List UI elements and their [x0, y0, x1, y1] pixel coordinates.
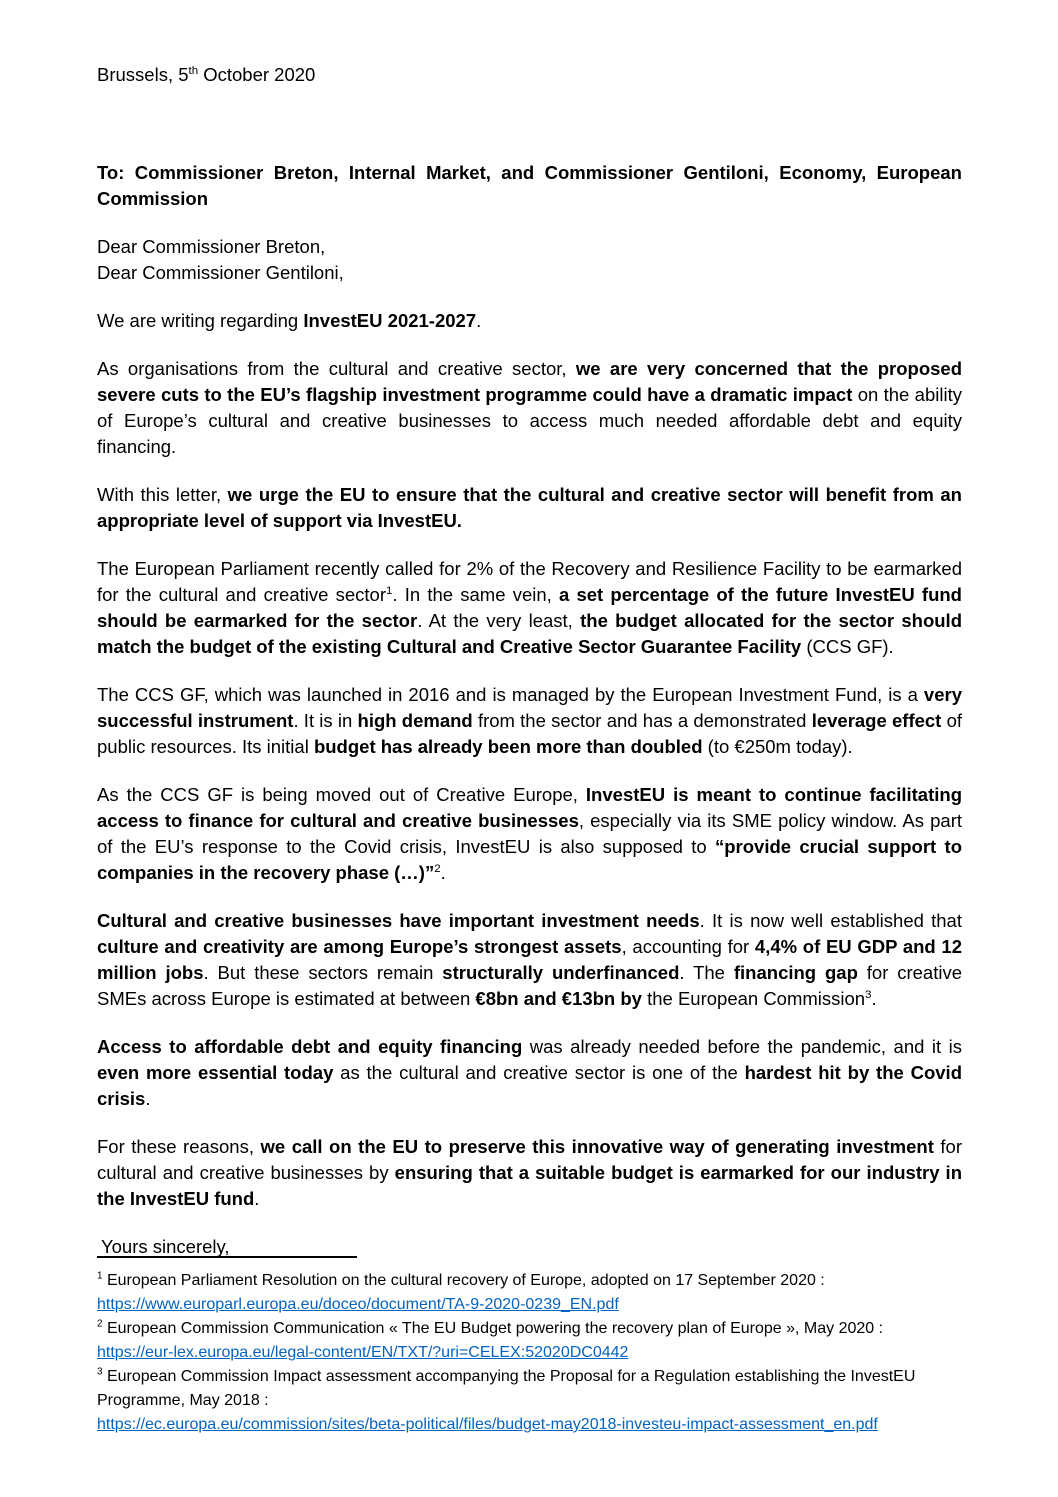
text-run: European Parliament Resolution on the cultural recovery of Europe, adopted on 17 September 2020 : — [102, 1272, 825, 1289]
text-run: . At the very least, — [417, 610, 581, 631]
salutation-gentiloni: Dear Commissioner Gentiloni, — [97, 262, 344, 283]
text-run: was already needed before the pandemic, and it is — [522, 1036, 962, 1057]
text-run: . In the same vein, — [392, 584, 559, 605]
paragraph-concern — [97, 356, 962, 460]
text-run: , accounting for — [621, 936, 755, 957]
text-run: as the cultural and creative sector is one of the — [333, 1062, 745, 1083]
text-run: European Commission Impact assessment accompanying the Proposal for a Regulation establishing the InvestEU Programme, May 2018 : — [97, 1368, 916, 1409]
salutation-breton: Dear Commissioner Breton, — [97, 236, 326, 257]
text-run: we are very concerned that the proposed severe cuts to the EU’s flagship investment programme could have a dramatic impact — [97, 358, 963, 405]
footnotes-section — [97, 1256, 962, 1437]
text-run: hardest hit by the Covid crisis — [97, 1062, 962, 1109]
text-run: the budget allocated for the sector should match the budget of the existing Cultural and Creative Sector Guarantee Facility — [97, 610, 962, 657]
text-run: October 2020 — [198, 64, 316, 85]
text-run: , especially via its SME policy window. As part of the EU’s response to the Covid crisis, InvestEU is also supposed to — [97, 810, 963, 857]
text-run: The CCS GF, which was launched in 2016 and is managed by the European Investment Fund, is a — [97, 684, 924, 705]
text-run: for cultural and creative businesses by — [97, 1136, 962, 1183]
paragraph-access-financing — [97, 1034, 962, 1112]
text-run: leverage effect — [811, 710, 942, 731]
footnote-link[interactable]: https://www.europarl.europa.eu/doceo/document/TA-9-2020-0239_EN.pdf — [97, 1296, 619, 1313]
superscript-footnote-ref: 3 — [97, 1366, 103, 1378]
text-run: We are writing regarding — [97, 310, 304, 331]
text-run: The European Parliament recently called for 2% of the Recovery and Resilience Facility to be earmarked for the cultural and creative sector — [97, 558, 962, 605]
superscript-footnote-ref: 2 — [434, 862, 441, 875]
text-run: European Commission Communication « The EU Budget powering the recovery plan of Europe », May 2020 : — [102, 1320, 884, 1337]
text-run: (to €250m today). — [702, 736, 853, 757]
text-run: the European Commission — [641, 988, 866, 1009]
text-run: from the sector and has a demonstrated — [472, 710, 812, 731]
text-run: a set percentage of the future InvestEU fund should be earmarked for the sector — [97, 584, 962, 631]
text-run: financing gap — [733, 962, 858, 983]
text-run: With this letter, — [97, 484, 228, 505]
text-run: . The — [679, 962, 734, 983]
salutation-block — [97, 234, 962, 286]
paragraph-investeu-access — [97, 782, 962, 886]
paragraph-call-to-action — [97, 1134, 962, 1212]
text-run: we urge the EU to ensure that the cultural and creative sector will benefit from an appropriate level of support via InvestEU. — [97, 484, 962, 531]
text-run: of public resources. Its initial — [97, 710, 962, 757]
text-run: For these reasons, — [97, 1136, 261, 1157]
text-run: As organisations from the cultural and creative sector, — [97, 358, 576, 379]
text-run: ensuring that a suitable budget is earmarked for our industry in the InvestEU fund — [97, 1162, 962, 1209]
text-run: €8bn and €13bn by — [475, 988, 642, 1009]
text-run: . — [440, 862, 446, 883]
superscript-footnote-ref: 3 — [865, 988, 872, 1001]
text-run: “provide crucial support to companies in the recovery phase (…)” — [97, 836, 962, 883]
text-run: on the ability of Europe’s cultural and creative businesses to access much needed affordable debt and equity financing. — [97, 384, 962, 457]
text-run: Access to affordable debt and equity financing — [97, 1036, 523, 1057]
text-run: . It is now well established that — [699, 910, 962, 931]
footnote-2 — [97, 1317, 962, 1365]
text-run: . — [476, 310, 482, 331]
footnote-link[interactable]: https://eur-lex.europa.eu/legal-content/EN/TXT/?uri=CELEX:52020DC0442 — [97, 1344, 629, 1361]
letter-body — [97, 62, 962, 1260]
text-run: . It is in — [293, 710, 358, 731]
closing-line: Yours sincerely, — [101, 1236, 230, 1257]
text-run: for creative SMEs across Europe is estimated at between — [97, 962, 963, 1009]
footnote-1 — [97, 1269, 962, 1317]
footnote-link[interactable]: https://ec.europa.eu/commission/sites/beta-political/files/budget-may2018-investeu-impact-assessment_en.pdf — [97, 1416, 878, 1433]
date-line — [97, 62, 962, 88]
text-run: . — [145, 1088, 151, 1109]
text-run: we call on the EU to preserve this innovative way of generating investment — [260, 1136, 934, 1157]
paragraph-investment-needs — [97, 908, 962, 1012]
superscript-footnote-ref: 2 — [97, 1318, 103, 1330]
text-run: structurally underfinanced — [442, 962, 680, 983]
text-run: very successful instrument — [97, 684, 962, 731]
superscript-footnote-ref: 1 — [385, 584, 393, 597]
superscript-footnote-ref: th — [188, 64, 199, 77]
text-run: As the CCS GF is being moved out of Creative Europe, — [97, 784, 586, 805]
footnote-separator — [97, 1256, 357, 1258]
text-run: . — [871, 988, 877, 1009]
recipient-line: To: Commissioner Breton, Internal Market, and Commissioner Gentiloni, Economy, European Commission — [97, 162, 962, 209]
text-run: even more essential today — [97, 1062, 334, 1083]
text-run: InvestEU is meant to continue facilitating access to finance for cultural and creative businesses — [97, 784, 962, 831]
text-run: Brussels, 5 — [97, 64, 189, 85]
paragraph-ccs-gf — [97, 682, 962, 760]
text-run: . But these sectors remain — [203, 962, 443, 983]
text-run: 4,4% of EU GDP and 12 million jobs — [97, 936, 962, 983]
paragraph-urge — [97, 482, 962, 534]
text-run: Cultural and creative businesses have important investment needs — [97, 910, 700, 931]
paragraph-subject — [97, 308, 962, 334]
text-run: InvestEU 2021-2027 — [303, 310, 477, 331]
text-run: budget has already been more than doubled — [313, 736, 703, 757]
text-run: (CCS GF). — [801, 636, 894, 657]
text-run: high demand — [357, 710, 473, 731]
paragraph-earmark — [97, 556, 962, 660]
superscript-footnote-ref: 1 — [97, 1270, 103, 1282]
footnote-3 — [97, 1365, 962, 1437]
text-run: . — [254, 1188, 260, 1209]
text-run: culture and creativity are among Europe’s strongest assets — [97, 936, 622, 957]
